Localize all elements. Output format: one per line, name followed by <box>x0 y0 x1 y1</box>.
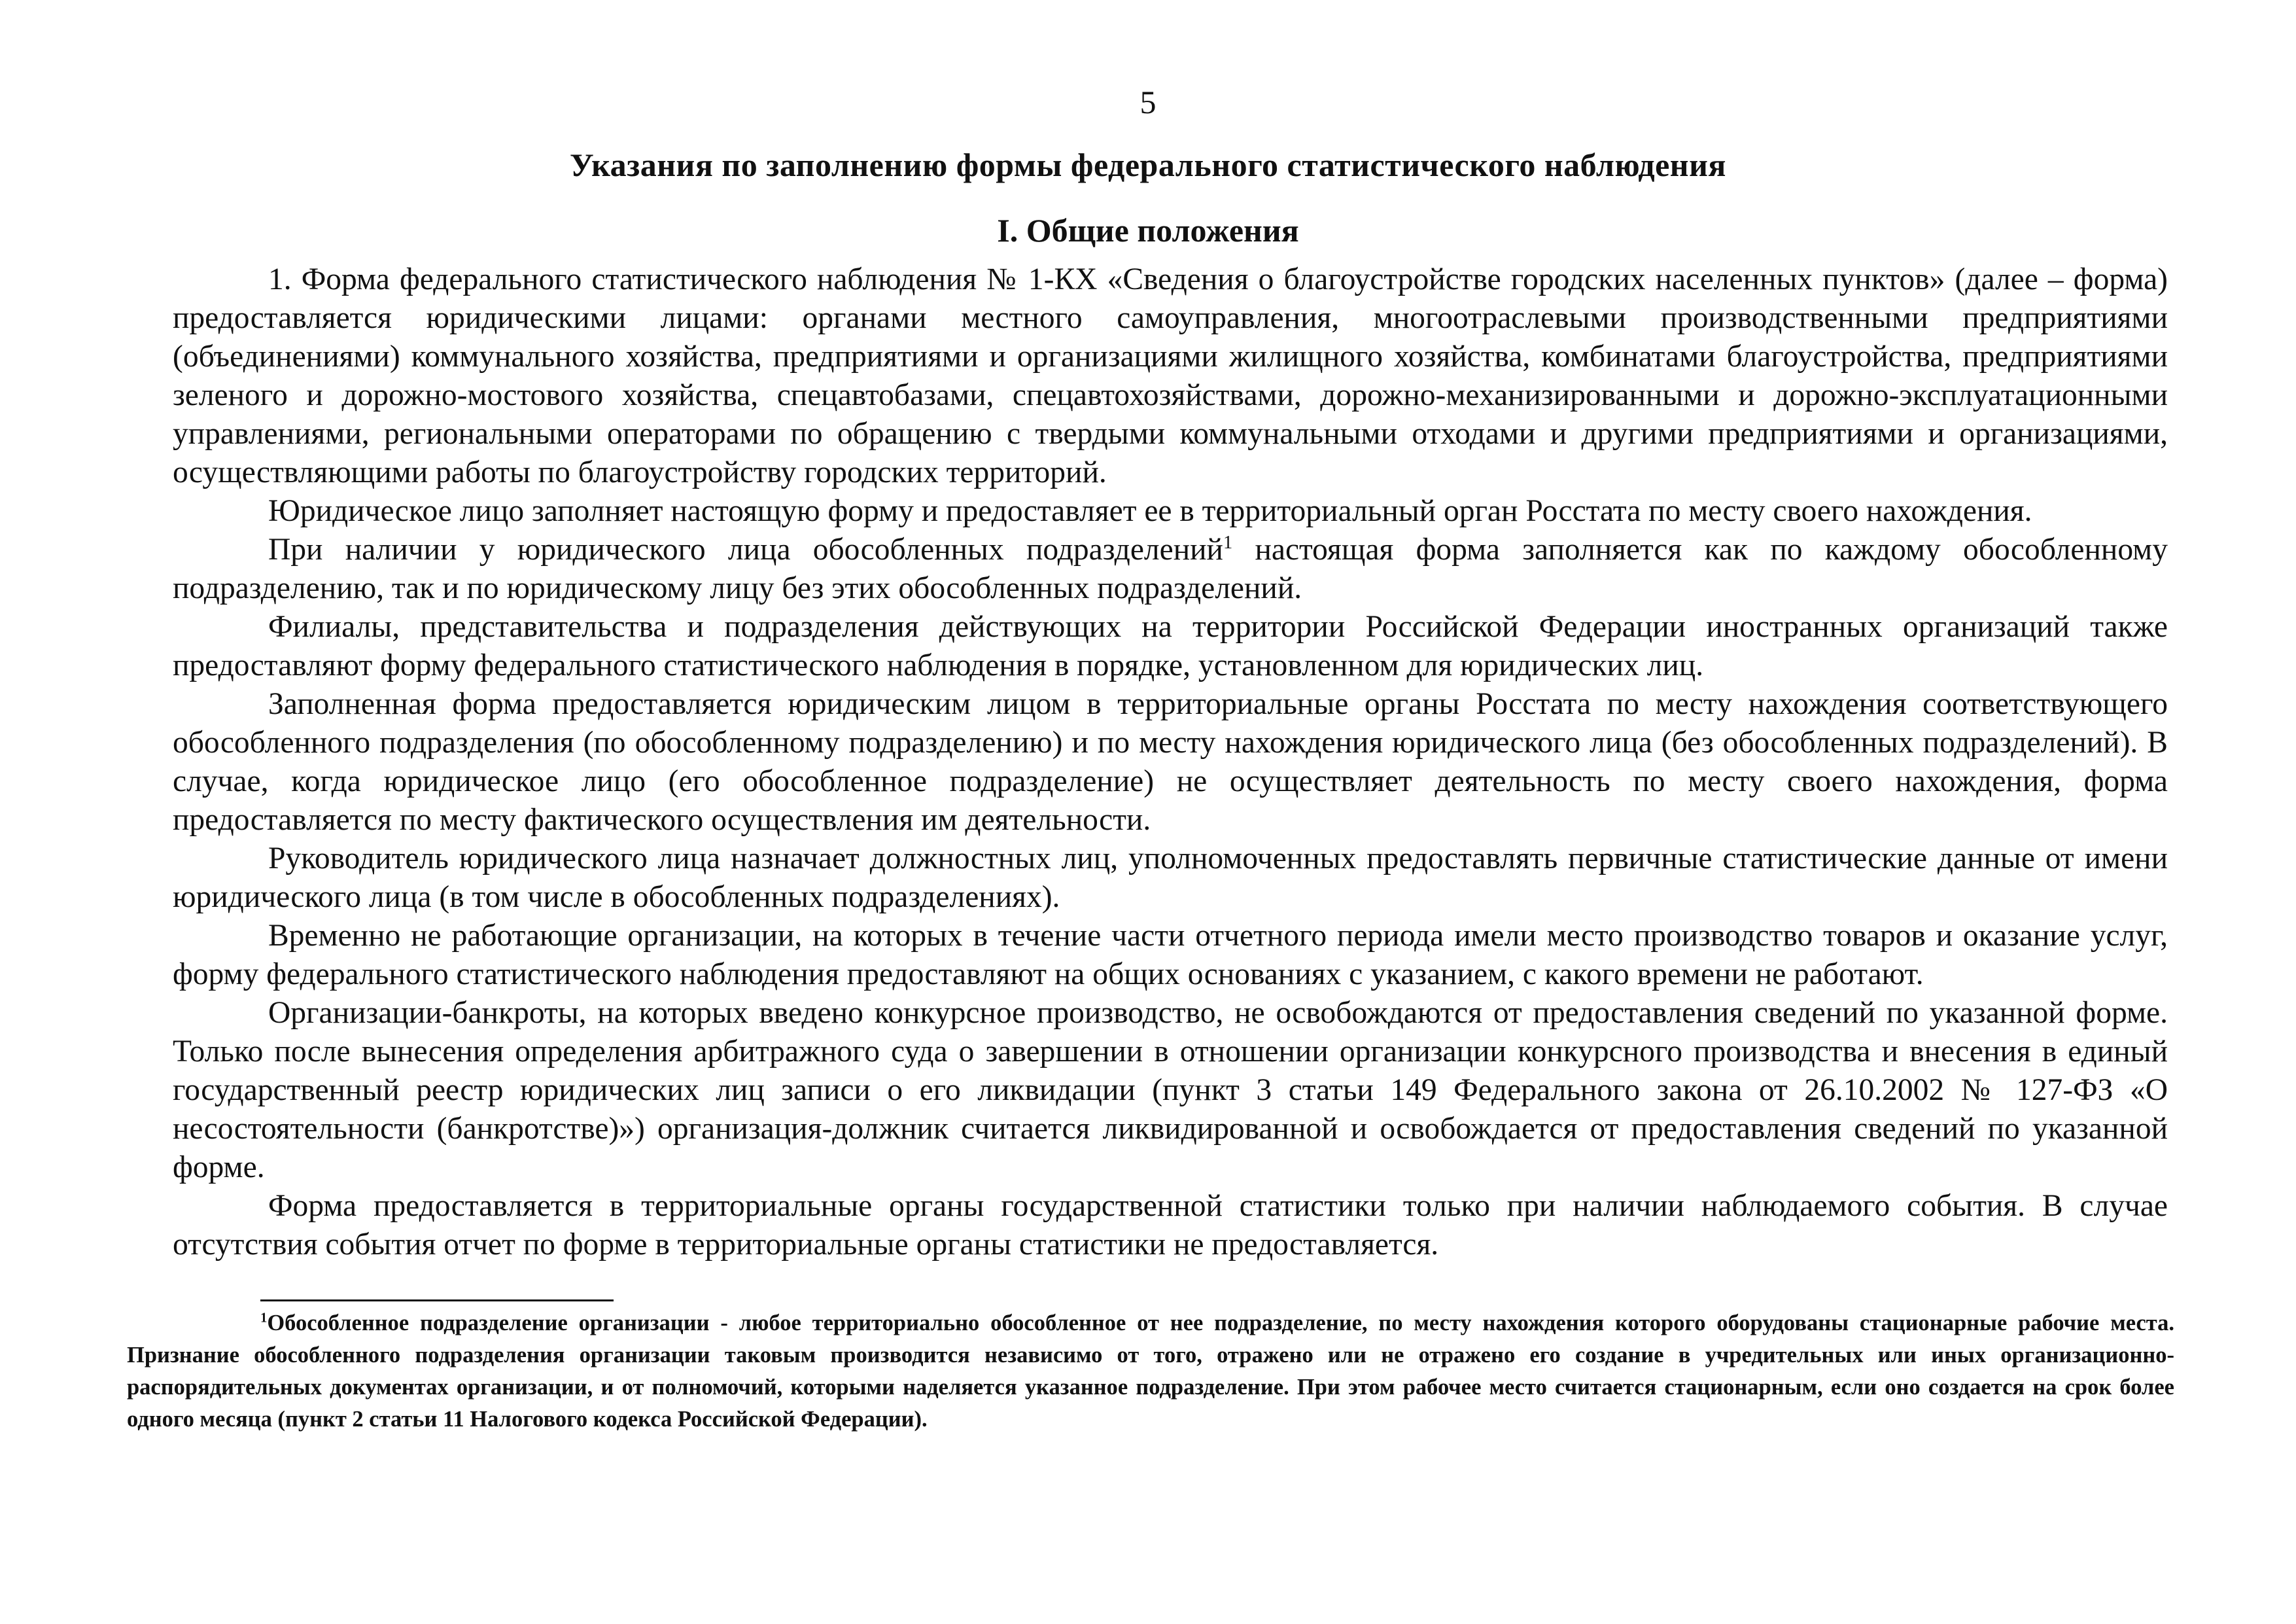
paragraph-text: настоящая форма заполняется как по каждому обособленному подразделению, так и по юридическому лицу без этих обособленных подразделений. <box>173 533 2168 605</box>
paragraph-text: Заполненная форма предоставляется юридическим лицом в территориальные органы Росстата по месту нахождения соответствующего обособленного подразделения (по обособленному подразделению) и по месту нахождения юридического лица (без обособленных подразделений). В случае, когда юридическое лицо (его обособленное подразделение) не осуществляет деятельность по месту своего нахождения, форма предоставляется по месту фактического осуществления им деятельности. <box>173 687 2168 837</box>
paragraph-text: При наличии у юридического лица обособленных подразделений <box>268 533 1223 567</box>
footnote-text: Обособленное подразделение организации - любое территориально обособленное от нее подразделение, по месту нахождения которого оборудованы стационарные рабочие места. Признание обособленного подразделения организации таковым производится независимо от того, отражено или не отражено его создание в учредительных или иных организационно-распорядительных документах организации, и от полномочий, которыми наделяется указанное подразделение. При этом рабочее место считается стационарным, если оно создается на срок более одного месяца (пункт 2 статьи 11 Налогового кодекса Российской Федерации). <box>127 1311 2174 1432</box>
footnote-marker: 1 <box>260 1311 268 1326</box>
section-heading: I. Общие положения <box>997 212 1299 249</box>
body-text <box>173 260 2168 1264</box>
footnote-divider <box>260 1299 614 1301</box>
paragraph <box>173 608 2168 685</box>
page-number: 5 <box>1139 84 1157 120</box>
paragraph-text: 1. Форма федерального статистического наблюдения № 1-КХ «Сведения о благоустройстве городских населенных пунктов» (далее – форма) предоставляется юридическими лицами: органами местного самоуправления, многоотраслевыми производственными предприятиями (объединениями) коммунального хозяйства, предприятиями и организациями жилищного хозяйства, комбинатами благоустройства, предприятиями зеленого и дорожно-мостового хозяйства, спецавтобазами, спецавтохозяйствами, дорожно-механизированными и дорожно-эксплуатационными управлениями, региональными операторами по обращению с твердыми коммунальными отходами и другими предприятиями и организациями, осуществляющими работы по благоустройству городских территорий. <box>173 262 2168 489</box>
paragraph <box>173 685 2168 839</box>
paragraph <box>173 839 2168 917</box>
paragraph <box>173 260 2168 492</box>
footnote <box>127 1307 2174 1436</box>
document-title: Указания по заполнению формы федерального статистического наблюдения <box>570 147 1726 183</box>
paragraph <box>173 994 2168 1187</box>
paragraph-text: Руководитель юридического лица назначает должностных лиц, уполномоченных предоставлять первичные статистические данные от имени юридического лица (в том числе в обособленных подразделениях). <box>173 841 2168 914</box>
paragraph <box>173 917 2168 994</box>
paragraph-text: Временно не работающие организации, на которых в течение части отчетного периода имели место производство товаров и оказание услуг, форму федерального статистического наблюдения предоставляют на общих основаниях с указанием, с какого времени не работают. <box>173 919 2168 991</box>
paragraph <box>173 1187 2168 1264</box>
paragraph-text: Форма предоставляется в территориальные органы государственной статистики только при наличии наблюдаемого события. В случае отсутствия события отчет по форме в территориальные органы статистики не предоставляется. <box>173 1189 2168 1262</box>
paragraph <box>173 531 2168 608</box>
paragraph-text: Филиалы, представительства и подразделения действующих на территории Российской Федерации иностранных организаций также предоставляют форму федерального статистического наблюдения в порядке, установленном для юридических лиц. <box>173 610 2168 682</box>
paragraph-text: Юридическое лицо заполняет настоящую форму и предоставляет ее в территориальный орган Росстата по месту своего нахождения. <box>268 494 2032 528</box>
footnote-reference: 1 <box>1223 533 1233 554</box>
paragraph <box>173 492 2168 531</box>
paragraph-text: Организации-банкроты, на которых введено конкурсное производство, не освобождаются от предоставления сведений по указанной форме. Только после вынесения определения арбитражного суда о завершении в отношении организации конкурсного производства и внесения в единый государственный реестр юридических лиц записи о его ликвидации (пункт 3 статьи 149 Федерального закона от 26.10.2002 № 127-ФЗ «О несостоятельности (банкротстве)») организация-должник считается ликвидированной и освобождается от предоставления сведений по указанной форме. <box>173 996 2168 1184</box>
